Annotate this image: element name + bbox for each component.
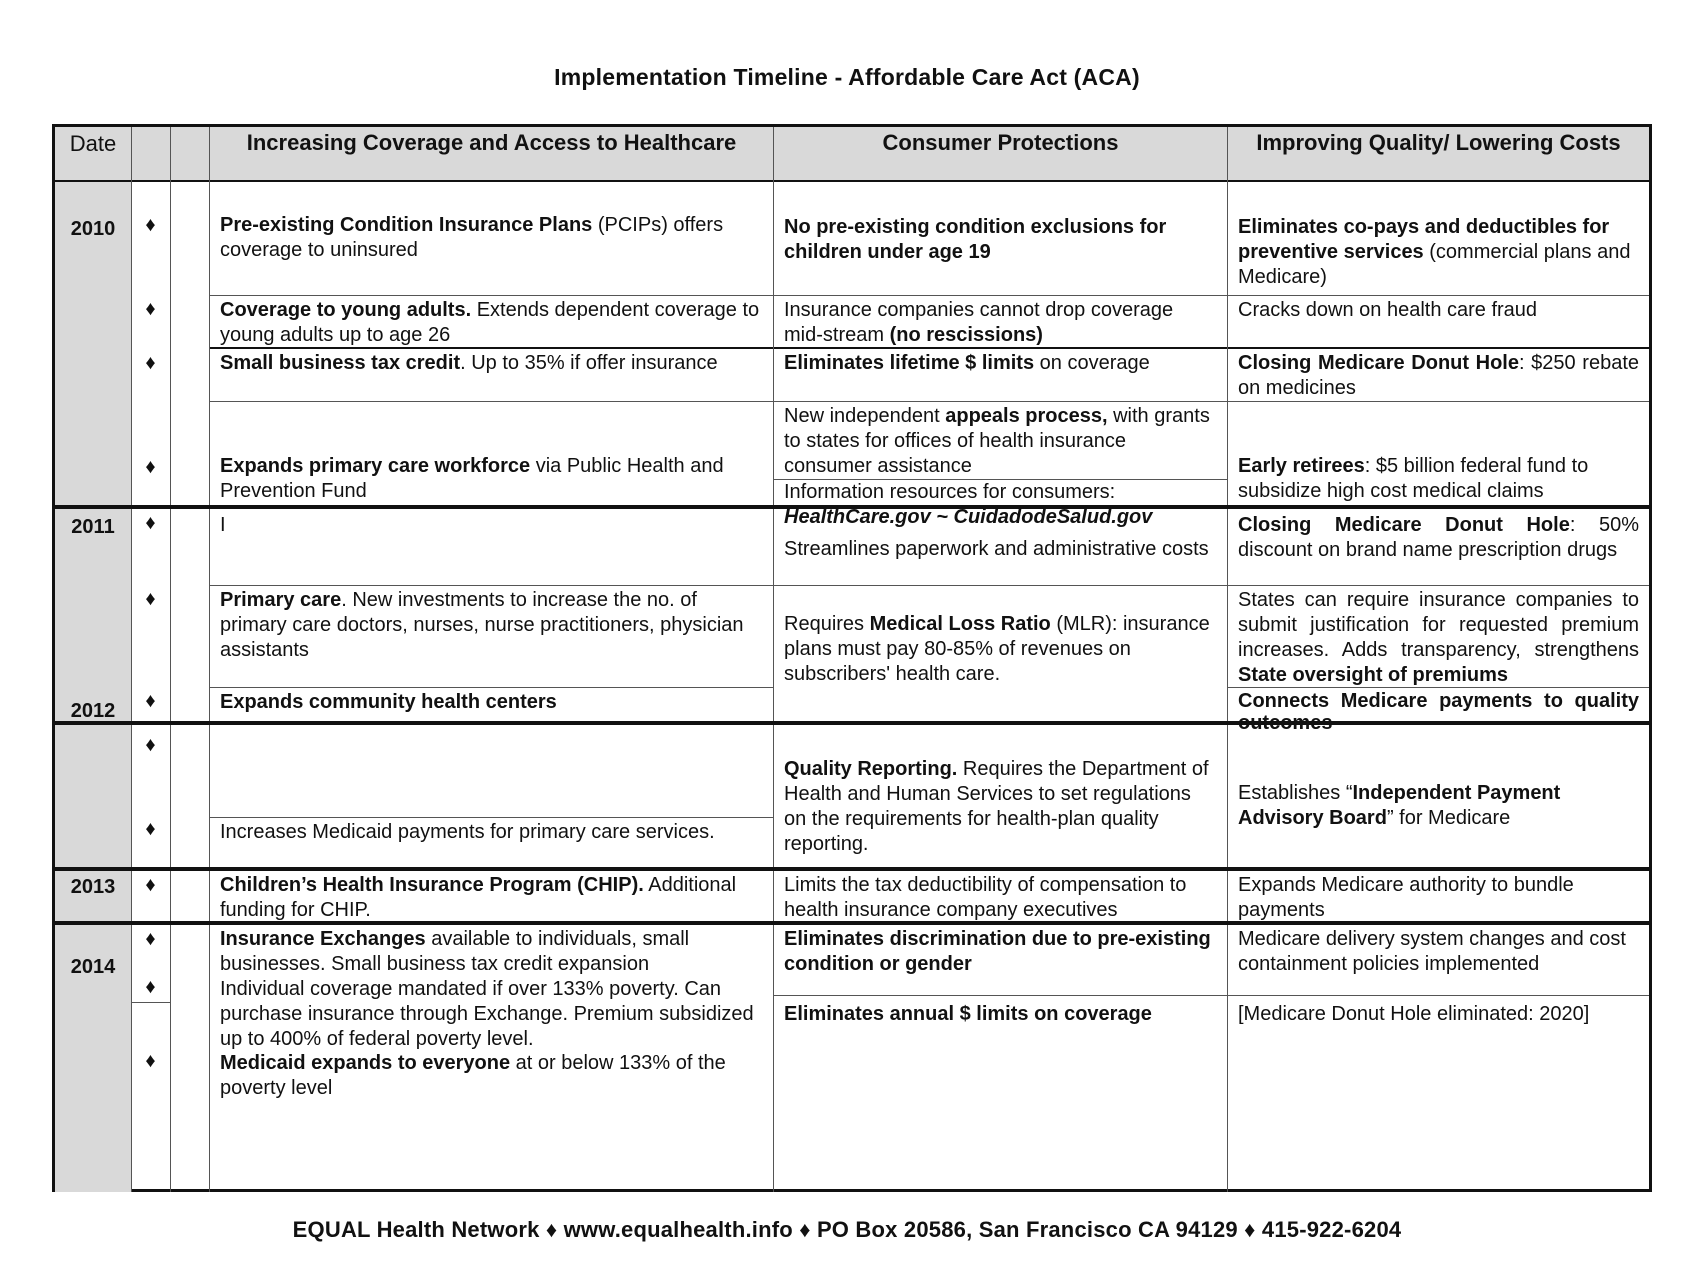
- protection-2014-annual-limits: Eliminates annual $ limits on coverage: [774, 995, 1227, 1192]
- year-2013: 2013: [70, 876, 116, 898]
- quality-2010-preventive: Eliminates co-pays and deductibles for preventive services (commercial plans and Medicare): [1238, 216, 1631, 288]
- bullet-icon: ♦: [145, 1050, 156, 1072]
- coverage-2012-health-centers: Expands community health centers: [210, 687, 773, 721]
- protection-2010-info-resources: Information resources for consumers: HealthCare.gov ~ CuidadodeSalud.gov: [774, 479, 1227, 505]
- bullet-icon: ♦: [145, 298, 156, 320]
- quality-2011-donut-hole: Closing Medicare Donut Hole: 50% discount on brand name prescription drugs: [1238, 514, 1639, 561]
- protection-2014-discrimination: Eliminates discrimination due to pre-existing condition or gender: [784, 928, 1211, 975]
- coverage-2012-medicaid-payments: Increases Medicaid payments for primary care services.: [210, 817, 773, 867]
- coverage-2010-pcip: Pre-existing Condition Insurance Plans (PCIPs) offers coverage to uninsured: [220, 214, 724, 261]
- coverage-2010-young-adults: Coverage to young adults. Extends dependent coverage to young adults up to age 26: [210, 295, 773, 347]
- coverage-2010-tax-credit: Small business tax credit. Up to 35% if offer insurance: [210, 347, 773, 401]
- protection-2013-executive-compensation: Limits the tax deductibility of compensation to health insurance company executives: [784, 874, 1187, 921]
- coverage-2011-primary-care: Primary care. New investments to increase the no. of primary care doctors, nurses, nurse practitioners, physician assistants: [210, 585, 773, 687]
- section-separator: [55, 721, 1649, 725]
- page-title: Implementation Timeline - Affordable Care Act (ACA): [554, 64, 1140, 90]
- timeline-table: [52, 124, 1652, 1192]
- bullet-icon: ♦: [145, 214, 156, 236]
- quality-2010-donut-hole: Closing Medicare Donut Hole: $250 rebate on medicines: [1228, 347, 1649, 401]
- coverage-2011-blank: I: [220, 514, 226, 536]
- date-column-2012b: [55, 725, 131, 867]
- protection-2011-mlr: Requires Medical Loss Ratio (MLR): insurance plans must pay 80-85% of revenues on subscribers' health care.: [774, 585, 1227, 721]
- protection-2011-paperwork: Streamlines paperwork and administrative costs: [784, 538, 1209, 560]
- quality-2012-ipab: Establishes “Independent Payment Advisory Board” for Medicare: [1238, 782, 1561, 829]
- coverage-2014-medicaid-expansion: Medicaid expands to everyone at or below 133% of the poverty level: [220, 1052, 726, 1099]
- bullet-icon: ♦: [145, 512, 156, 534]
- bullet-icon: ♦: [145, 456, 156, 478]
- quality-2014-donut-hole-eliminated: [Medicare Donut Hole eliminated: 2020]: [1228, 995, 1649, 1192]
- quality-2010-early-retirees: Early retirees: $5 billion federal fund to subsidize high cost medical claims: [1228, 401, 1649, 505]
- year-2011: 2011: [71, 516, 115, 538]
- protection-2010-children: No pre-existing condition exclusions for children under age 19: [784, 216, 1167, 263]
- divider-date: [131, 127, 132, 1192]
- header-protections: Consumer Protections: [773, 127, 1227, 182]
- divider-bullet: [170, 127, 171, 1192]
- protection-2010-rescissions: Insurance companies cannot drop coverage mid-stream (no rescissions): [774, 295, 1227, 347]
- bullet-divider: [131, 1002, 170, 1003]
- year-2014: 2014: [70, 956, 116, 978]
- quality-2012-medicare-payments: Connects Medicare payments to quality outcomes: [1228, 687, 1649, 721]
- header-quality: Improving Quality/ Lowering Costs: [1227, 127, 1649, 182]
- bullet-icon: ♦: [145, 352, 156, 374]
- bullet-icon: ♦: [145, 690, 156, 712]
- footer-contact: EQUAL Health Network ♦ www.equalhealth.info ♦ PO Box 20586, San Francisco CA 94129 ♦ 415-922-6204: [292, 1217, 1402, 1242]
- header-date: Date: [69, 131, 117, 156]
- header-coverage: Increasing Coverage and Access to Healthcare: [209, 127, 773, 182]
- year-2010: 2010: [70, 218, 116, 240]
- bullet-icon: ♦: [145, 734, 156, 756]
- quality-2010-fraud: Cracks down on health care fraud: [1228, 295, 1649, 347]
- coverage-2013-chip: Children’s Health Insurance Program (CHIP). Additional funding for CHIP.: [220, 874, 737, 921]
- coverage-2014-exchanges: Insurance Exchanges available to individuals, small businesses. Small business tax credit expansion: [220, 928, 690, 975]
- bullet-icon: ♦: [145, 928, 156, 950]
- protection-2010-appeals: New independent appeals process, with grants to states for offices of health insurance consumer assistance: [774, 401, 1227, 479]
- quality-2014-delivery-system: Medicare delivery system changes and cost containment policies implemented: [1238, 928, 1626, 975]
- quality-2013-bundle-payments: Expands Medicare authority to bundle payments: [1238, 874, 1574, 921]
- bullet-icon: ♦: [145, 818, 156, 840]
- bullet-icon: ♦: [145, 588, 156, 610]
- protection-2012-quality-reporting: Quality Reporting. Requires the Department of Health and Human Services to set regulations on the requirements for health-plan quality reporting.: [784, 758, 1209, 855]
- year-2012: 2012: [70, 700, 116, 722]
- coverage-2014-individual-mandate: Individual coverage mandated if over 133% poverty. Can purchase insurance through Exchange. Premium subsidized up to 400% of federal poverty level.: [220, 978, 754, 1050]
- protection-2010-lifetime-limits: Eliminates lifetime $ limits on coverage: [774, 347, 1227, 401]
- bullet-icon: ♦: [145, 976, 156, 998]
- bullet-icon: ♦: [145, 874, 156, 896]
- quality-2011-state-oversight: States can require insurance companies to submit justification for requested premium increases. Adds transparency, strengthens State oversight of premiums: [1228, 585, 1649, 687]
- coverage-2010-workforce: Expands primary care workforce via Public Health and Prevention Fund: [210, 401, 773, 505]
